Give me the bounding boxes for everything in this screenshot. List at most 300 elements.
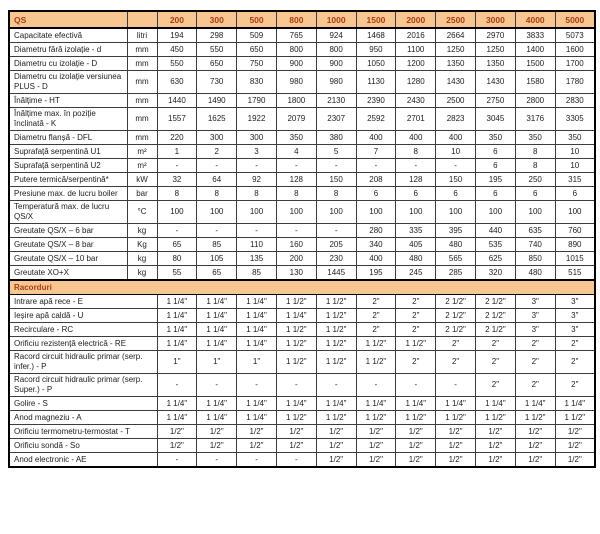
row-value: 765 <box>276 28 316 43</box>
row-value: - <box>316 224 356 238</box>
row-value: - <box>157 374 197 397</box>
row-value: 100 <box>555 201 595 224</box>
row-value: 1/2" <box>356 439 396 453</box>
row-value: 195 <box>356 266 396 281</box>
row-value: 3" <box>555 309 595 323</box>
row-value: 1/2" <box>157 439 197 453</box>
row-value: - <box>276 453 316 468</box>
row-value: 1 1/2" <box>356 351 396 374</box>
table-row <box>9 425 595 439</box>
row-value: 2" <box>515 351 555 374</box>
row-value: 800 <box>276 43 316 57</box>
row-value: 1 1/4" <box>436 397 476 411</box>
row-value: 10 <box>436 145 476 159</box>
row-value: 1/2" <box>356 453 396 468</box>
row-value: 1 1/2" <box>276 337 316 351</box>
row-value: 350 <box>276 131 316 145</box>
table-row <box>9 187 595 201</box>
row-value: 340 <box>356 238 396 252</box>
row-value: - <box>436 374 476 397</box>
table-row <box>9 453 595 468</box>
row-value: 1" <box>157 351 197 374</box>
row-label: Suprafață serpentină U1 <box>9 145 127 159</box>
row-unit: mm <box>127 71 157 94</box>
row-label: Greutate XO+X <box>9 266 127 281</box>
row-value: 1 1/4" <box>197 295 237 309</box>
row-value: 100 <box>276 201 316 224</box>
table-row <box>9 94 595 108</box>
row-value: 2 1/2" <box>436 323 476 337</box>
row-value: 1 1/4" <box>515 397 555 411</box>
row-value: 800 <box>316 43 356 57</box>
row-label: Recirculare - RC <box>9 323 157 337</box>
row-value: 1 1/4" <box>197 323 237 337</box>
row-unit: kg <box>127 252 157 266</box>
row-value: 1 1/2" <box>396 411 436 425</box>
row-unit: kW <box>127 173 157 187</box>
row-value: 2500 <box>436 94 476 108</box>
row-value: 395 <box>436 224 476 238</box>
row-value: 208 <box>356 173 396 187</box>
table-row <box>9 71 595 94</box>
row-value: 64 <box>197 173 237 187</box>
row-value: 1 1/2" <box>276 351 316 374</box>
row-value: 100 <box>396 201 436 224</box>
row-value: 1 1/2" <box>316 309 356 323</box>
row-value: 350 <box>515 131 555 145</box>
row-value: 1" <box>237 351 277 374</box>
row-value: 1580 <box>515 71 555 94</box>
row-value: 8 <box>157 187 197 201</box>
row-value: 450 <box>157 43 197 57</box>
model-column-header: 200 <box>157 11 197 28</box>
row-value: 1015 <box>555 252 595 266</box>
row-value: 480 <box>515 266 555 281</box>
row-value: 550 <box>197 43 237 57</box>
row-label: Anod electronic - AE <box>9 453 157 468</box>
row-value: 2" <box>396 295 436 309</box>
row-value: 1440 <box>157 94 197 108</box>
row-value: 1 1/2" <box>436 411 476 425</box>
row-value: 3" <box>515 309 555 323</box>
row-value: 1/2" <box>316 453 356 468</box>
row-value: 1 1/2" <box>396 337 436 351</box>
row-value: 2430 <box>396 94 436 108</box>
row-value: 980 <box>316 71 356 94</box>
row-value: 2 1/2" <box>436 309 476 323</box>
row-value: 400 <box>396 131 436 145</box>
row-label: Diametru cu izolație - D <box>9 57 127 71</box>
table-row <box>9 201 595 224</box>
row-label: Suprafață serpentină U2 <box>9 159 127 173</box>
model-column-header: 4000 <box>515 11 555 28</box>
row-value: 3 <box>237 145 277 159</box>
row-value: 320 <box>476 266 516 281</box>
model-column-header: 2500 <box>436 11 476 28</box>
row-value: 630 <box>157 71 197 94</box>
row-value: 3" <box>555 295 595 309</box>
row-label: Presiune max. de lucru boiler <box>9 187 127 201</box>
table-row <box>9 266 595 281</box>
row-value: - <box>237 374 277 397</box>
row-value: 1 1/4" <box>157 323 197 337</box>
row-value: 400 <box>356 252 396 266</box>
row-label: Înălțime - HT <box>9 94 127 108</box>
row-value: 6 <box>356 187 396 201</box>
table-row <box>9 252 595 266</box>
row-value: 335 <box>396 224 436 238</box>
row-value: 315 <box>555 173 595 187</box>
row-value: 194 <box>157 28 197 43</box>
table-row <box>9 173 595 187</box>
row-value: 1/2" <box>157 425 197 439</box>
model-column-header: 2000 <box>396 11 436 28</box>
row-value: 6 <box>476 159 516 173</box>
row-value: 8 <box>515 159 555 173</box>
table-row <box>9 43 595 57</box>
row-value: 3" <box>515 295 555 309</box>
product-spec-table <box>8 10 596 468</box>
row-value: 128 <box>396 173 436 187</box>
model-column-header: 5000 <box>555 11 595 28</box>
row-value: - <box>197 374 237 397</box>
row-value: 2" <box>356 323 396 337</box>
row-unit: litri <box>127 28 157 43</box>
row-value: 2" <box>555 374 595 397</box>
row-label: Intrare apă rece - E <box>9 295 157 309</box>
row-value: 1400 <box>515 43 555 57</box>
row-value: 1 1/4" <box>396 397 436 411</box>
row-value: 100 <box>237 201 277 224</box>
row-value: 6 <box>515 187 555 201</box>
row-value: 1130 <box>356 71 396 94</box>
row-value: 85 <box>197 238 237 252</box>
row-value: - <box>197 224 237 238</box>
row-value: 8 <box>197 187 237 201</box>
row-value: 1 1/4" <box>276 397 316 411</box>
row-value: 1 1/2" <box>356 337 396 351</box>
row-value: 1445 <box>316 266 356 281</box>
row-value: 2" <box>396 309 436 323</box>
row-value: 2" <box>476 351 516 374</box>
row-value: 2016 <box>396 28 436 43</box>
row-value: 100 <box>197 201 237 224</box>
row-unit: bar <box>127 187 157 201</box>
row-value: 280 <box>356 224 396 238</box>
row-value: 650 <box>237 43 277 57</box>
row-value: 3" <box>555 323 595 337</box>
row-unit: kg <box>127 224 157 238</box>
row-value: 2 <box>197 145 237 159</box>
row-value: 1/2" <box>515 439 555 453</box>
row-value: 1 1/4" <box>237 309 277 323</box>
row-label: Anod magneziu - A <box>9 411 157 425</box>
row-value: 1/2" <box>436 453 476 468</box>
table-row <box>9 337 595 351</box>
row-label: Capacitate efectivă <box>9 28 127 43</box>
row-value: 740 <box>515 238 555 252</box>
table-row <box>9 108 595 131</box>
row-value: 1557 <box>157 108 197 131</box>
row-value: 1" <box>197 351 237 374</box>
row-value: 730 <box>197 71 237 94</box>
model-column-header: 500 <box>237 11 277 28</box>
row-value: 1600 <box>555 43 595 57</box>
row-value: 1/2" <box>515 425 555 439</box>
row-value: 1/2" <box>396 425 436 439</box>
row-value: 1 1/4" <box>197 337 237 351</box>
row-value: 65 <box>197 266 237 281</box>
row-value: 245 <box>396 266 436 281</box>
row-value: 2" <box>436 351 476 374</box>
row-label: Orificiu sondă - So <box>9 439 157 453</box>
row-value: 5 <box>316 145 356 159</box>
row-value: 230 <box>316 252 356 266</box>
row-value: 100 <box>157 201 197 224</box>
row-value: 195 <box>476 173 516 187</box>
row-value: 1 1/4" <box>237 397 277 411</box>
row-value: 1500 <box>515 57 555 71</box>
row-value: - <box>436 159 476 173</box>
row-value: 1/2" <box>237 439 277 453</box>
row-value: 1468 <box>356 28 396 43</box>
section-header-row <box>9 280 595 295</box>
row-value: 1/2" <box>316 425 356 439</box>
row-value: 1 1/4" <box>157 295 197 309</box>
row-value: 3176 <box>515 108 555 131</box>
row-value: 1922 <box>237 108 277 131</box>
row-value: 1 1/2" <box>356 411 396 425</box>
row-value: - <box>157 159 197 173</box>
row-value: 160 <box>276 238 316 252</box>
row-value: 1 1/2" <box>276 295 316 309</box>
row-value: 130 <box>276 266 316 281</box>
row-value: 2" <box>356 309 396 323</box>
row-value: 1 1/2" <box>276 411 316 425</box>
row-value: 1 1/2" <box>476 411 516 425</box>
row-value: 400 <box>356 131 396 145</box>
row-value: 1 1/4" <box>237 323 277 337</box>
table-row <box>9 439 595 453</box>
row-value: 3" <box>515 323 555 337</box>
row-value: 8 <box>396 145 436 159</box>
row-value: 1 1/4" <box>476 397 516 411</box>
row-value: 2664 <box>436 28 476 43</box>
row-value: 480 <box>396 252 436 266</box>
row-value: 10 <box>555 145 595 159</box>
row-value: 2 1/2" <box>476 309 516 323</box>
row-value: 1800 <box>276 94 316 108</box>
row-value: 300 <box>237 131 277 145</box>
row-value: 1 1/2" <box>316 337 356 351</box>
row-unit: mm <box>127 131 157 145</box>
row-value: 2" <box>476 337 516 351</box>
row-value: 2592 <box>356 108 396 131</box>
row-value: 1 1/4" <box>157 309 197 323</box>
row-value: 950 <box>356 43 396 57</box>
row-value: - <box>356 159 396 173</box>
row-value: 760 <box>555 224 595 238</box>
row-value: 1490 <box>197 94 237 108</box>
row-value: 1/2" <box>476 425 516 439</box>
row-value: 1/2" <box>515 453 555 468</box>
row-value: - <box>237 453 277 468</box>
table-row <box>9 397 595 411</box>
row-value: 1625 <box>197 108 237 131</box>
row-label: Diametru fără izolație - d <box>9 43 127 57</box>
row-value: 8 <box>316 187 356 201</box>
row-value: 850 <box>515 252 555 266</box>
row-value: 1/2" <box>197 425 237 439</box>
row-value: 625 <box>476 252 516 266</box>
row-value: 1 1/4" <box>237 337 277 351</box>
row-value: 1 1/4" <box>356 397 396 411</box>
row-value: - <box>237 224 277 238</box>
row-value: 150 <box>316 173 356 187</box>
row-value: 150 <box>436 173 476 187</box>
row-value: 2390 <box>356 94 396 108</box>
row-value: 1 1/2" <box>316 295 356 309</box>
row-value: 1 1/4" <box>237 295 277 309</box>
row-value: 509 <box>237 28 277 43</box>
row-value: 400 <box>436 131 476 145</box>
row-value: 1780 <box>555 71 595 94</box>
row-value: 1 1/2" <box>316 411 356 425</box>
row-value: - <box>197 453 237 468</box>
row-value: 65 <box>157 238 197 252</box>
table-row <box>9 159 595 173</box>
row-value: 6 <box>396 187 436 201</box>
row-value: 1/2" <box>436 439 476 453</box>
row-label: Orificiu termometru-termostat - T <box>9 425 157 439</box>
row-value: 2" <box>515 374 555 397</box>
row-value: 1 1/4" <box>197 411 237 425</box>
row-value: 2 1/2" <box>436 295 476 309</box>
row-value: 1430 <box>436 71 476 94</box>
row-value: 1/2" <box>356 425 396 439</box>
row-value: 6 <box>476 187 516 201</box>
row-value: 2" <box>356 295 396 309</box>
row-value: 2" <box>555 351 595 374</box>
row-value: 1 1/4" <box>316 397 356 411</box>
row-unit: Kg <box>127 238 157 252</box>
row-value: - <box>157 224 197 238</box>
row-value: 1 1/2" <box>515 411 555 425</box>
row-label: Temperatură max. de lucru QS/X <box>9 201 127 224</box>
row-value: 1/2" <box>476 453 516 468</box>
row-value: 220 <box>157 131 197 145</box>
row-value: 55 <box>157 266 197 281</box>
row-value: 2970 <box>476 28 516 43</box>
row-value: 1250 <box>476 43 516 57</box>
spec-table-body <box>9 28 595 467</box>
row-value: 924 <box>316 28 356 43</box>
table-row <box>9 238 595 252</box>
row-value: 3305 <box>555 108 595 131</box>
table-row <box>9 411 595 425</box>
row-value: 2800 <box>515 94 555 108</box>
row-value: 1/2" <box>476 439 516 453</box>
row-value: 1 1/4" <box>157 337 197 351</box>
table-row <box>9 323 595 337</box>
row-label: Orificiu rezistență electrică - RE <box>9 337 157 351</box>
row-unit: mm <box>127 57 157 71</box>
model-column-header: 3000 <box>476 11 516 28</box>
row-value: 5073 <box>555 28 595 43</box>
row-value: 535 <box>476 238 516 252</box>
row-value: 2823 <box>436 108 476 131</box>
row-value: 750 <box>237 57 277 71</box>
row-value: 2" <box>476 374 516 397</box>
row-value: 1 1/4" <box>197 397 237 411</box>
row-value: 1/2" <box>555 439 595 453</box>
model-column-header: 800 <box>276 11 316 28</box>
row-value: 32 <box>157 173 197 187</box>
row-value: 8 <box>276 187 316 201</box>
row-value: 100 <box>356 201 396 224</box>
row-value: 1/2" <box>237 425 277 439</box>
row-value: - <box>157 453 197 468</box>
row-unit: kg <box>127 266 157 281</box>
row-value: 2701 <box>396 108 436 131</box>
row-value: 3045 <box>476 108 516 131</box>
row-value: 85 <box>237 266 277 281</box>
row-value: 1700 <box>555 57 595 71</box>
table-row <box>9 295 595 309</box>
row-value: 1 1/4" <box>237 411 277 425</box>
row-unit: m² <box>127 159 157 173</box>
row-value: 4 <box>276 145 316 159</box>
row-value: 6 <box>555 187 595 201</box>
table-row <box>9 374 595 397</box>
row-label: Greutate QS/X – 6 bar <box>9 224 127 238</box>
row-value: 100 <box>476 201 516 224</box>
row-value: 8 <box>515 145 555 159</box>
row-unit: mm <box>127 108 157 131</box>
row-value: - <box>197 159 237 173</box>
table-title-cell: QS <box>9 11 127 28</box>
row-value: - <box>316 374 356 397</box>
row-value: 1430 <box>476 71 516 94</box>
row-value: 1 1/4" <box>555 397 595 411</box>
row-value: 2" <box>515 337 555 351</box>
row-value: 1/2" <box>316 439 356 453</box>
row-value: 1 1/4" <box>197 309 237 323</box>
row-value: 6 <box>476 145 516 159</box>
unit-column-header <box>127 11 157 28</box>
row-value: 2750 <box>476 94 516 108</box>
row-value: 480 <box>436 238 476 252</box>
row-value: 2 1/2" <box>476 323 516 337</box>
row-label: Racord circuit hidraulic primar (serp. infer.) - P <box>9 351 157 374</box>
row-value: 105 <box>197 252 237 266</box>
row-value: - <box>396 159 436 173</box>
row-value: 10 <box>555 159 595 173</box>
row-label: Greutate QS/X – 8 bar <box>9 238 127 252</box>
row-value: 405 <box>396 238 436 252</box>
row-value: 2307 <box>316 108 356 131</box>
row-value: 1790 <box>237 94 277 108</box>
table-row <box>9 131 595 145</box>
row-value: 2" <box>436 337 476 351</box>
row-value: 7 <box>356 145 396 159</box>
section-header-label: Racorduri <box>9 280 595 295</box>
row-value: - <box>276 374 316 397</box>
row-value: 1 1/2" <box>276 323 316 337</box>
row-label: Putere termică/serpentină* <box>9 173 127 187</box>
row-value: - <box>356 374 396 397</box>
row-value: 285 <box>436 266 476 281</box>
